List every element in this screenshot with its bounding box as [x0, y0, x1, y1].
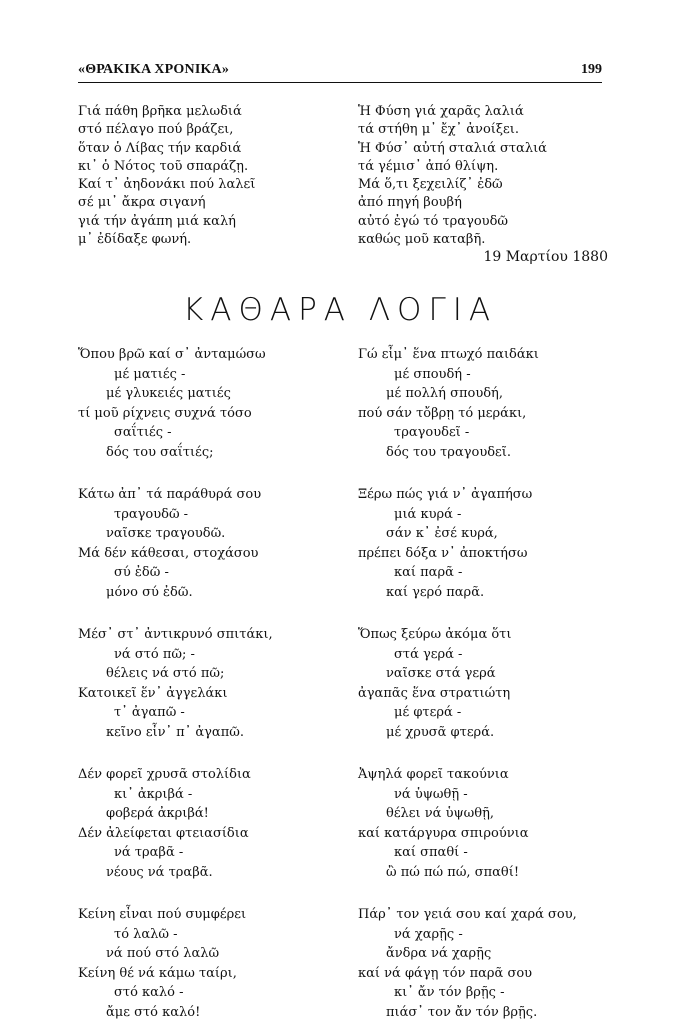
stanza-line: σάν κ᾽ ἐσέ κυρά, [386, 526, 498, 542]
stanza [358, 345, 539, 463]
verse-line: Ἡ Φύσ᾽ αὐτή σταλιά σταλιά [358, 140, 547, 156]
stanza-line: Γώ εἶμ᾽ ἕνα πτωχό παιδάκι [358, 347, 539, 362]
stanza-line: ἄνδρα νά χαρῇς [386, 946, 492, 962]
stanza-line: Δέν ἀλείφεται φτειασίδια [78, 825, 249, 841]
stanza-line: ὢ πώ πώ πώ, σπαθί! [386, 864, 520, 880]
verse-line: σέ μι᾽ ἄκρα σιγανή [78, 195, 206, 211]
poem-title: ΚΑΘΑΡΑ ΛΟΓΙΑ [182, 292, 498, 328]
verse-line: Μά ὅ,τι ξεχειλίζ᾽ ἐδῶ [358, 177, 503, 193]
stanza-line: δός του σαΐτιές; [106, 444, 214, 460]
stanza [78, 905, 246, 1023]
verse-line: τά στήθη μ᾽ ἔχ᾽ ἀνοίξει. [358, 122, 520, 138]
stanza-line: μέ πολλή σπουδή, [386, 386, 503, 402]
header-rule [78, 82, 602, 83]
stanza [78, 345, 266, 463]
verse-line: γιά τήν ἀγάπη μιά καλή [78, 213, 236, 229]
page-header [78, 62, 602, 80]
stanza-line: Μέσ᾽ στ᾽ ἀντικρυνό σπιτάκι, [78, 627, 273, 642]
stanza-line: καί νά φάγῃ τόν παρᾶ σου [358, 965, 533, 981]
stanza-line: τραγουδεῖ - [394, 425, 470, 441]
top-poem [0, 103, 680, 273]
stanza-line: στά γερά - [394, 646, 463, 662]
stanza-line: Ξέρω πώς γιά ν᾽ ἀγαπήσω [358, 487, 533, 502]
stanza-line: μέ χρυσᾶ φτερά. [386, 724, 495, 740]
stanza-line: ναῖσκε στά γερά [386, 666, 496, 682]
stanza-line: Δέν φορεῖ χρυσᾶ στολίδια [78, 767, 251, 782]
stanza-line: Ὅπου βρῶ καί σ᾽ ἀνταμώσω [78, 347, 266, 362]
stanza-line: Ὅπως ξεύρω ἀκόμα ὅτι [358, 627, 512, 642]
stanza-line: μέ σπουδή - [394, 366, 471, 382]
stanza-line: ναῖσκε τραγουδῶ. [106, 526, 226, 542]
stanza-line: ἀγαπᾶς ἕνα στρατιώτη [358, 685, 511, 701]
stanza [358, 485, 532, 603]
top-poem-right-column [358, 103, 608, 265]
stanza-line: νά στό πῶ; - [114, 646, 195, 662]
stanza-line: στό καλό - [114, 985, 184, 1001]
stanza [358, 625, 511, 743]
verse-line: Ἡ Φύση γιά χαρᾶς λαλιά [358, 104, 524, 119]
stanza-line: μιά κυρά - [394, 506, 462, 522]
stanza-line: νέους νά τραβᾶ. [106, 864, 213, 880]
stanza-line: τό λαλῶ - [114, 926, 178, 942]
stanza-line: Πάρ᾽ τον γειά σου καί χαρά σου, [358, 907, 577, 922]
stanza-line: ἄμε στό καλό! [106, 1004, 201, 1020]
stanza-line: νά χαρῇς - [394, 926, 463, 942]
stanza-line: κι᾽ ἀκριβά - [114, 786, 193, 802]
stanza-line: σαΐτιές - [114, 425, 172, 441]
stanza-line: δός του τραγουδεῖ. [386, 444, 512, 460]
stanza-line: μέ φτερά - [394, 705, 462, 721]
stanza-line: κι᾽ ἄν τόν βρῇς - [394, 985, 505, 1001]
verse-line: μ᾽ ἐδίδαξε φωνή. [78, 232, 192, 248]
verse-line: κι᾽ ὁ Νότος τοῦ σπαράζῃ. [78, 158, 249, 174]
stanza-line: νά πού στό λαλῶ [106, 946, 220, 962]
stanza-line: μέ γλυκειές ματιές [106, 386, 231, 402]
stanza-line: θέλεις νά στό πῶ; [106, 666, 225, 682]
stanza-line: Κείνη εἶναι πού συμφέρει [78, 907, 247, 922]
verse-line: αὐτό ἐγώ τό τραγουδῶ [358, 213, 509, 229]
top-poem-left-verse [78, 103, 255, 249]
stanza-line: φοβερά ἀκριβά! [106, 806, 209, 822]
verse-line: ἀπό πηγή βουβή [358, 195, 462, 211]
verse-line: τά γέμισ᾽ ἀπό θλίψη. [358, 158, 499, 174]
top-poem-right-verse [358, 103, 608, 249]
stanza-line: καί γερό παρᾶ. [386, 584, 485, 600]
stanza-line: Μά δέν κάθεσαι, στοχάσου [78, 545, 259, 561]
verse-line: στό πέλαγο πού βράζει, [78, 122, 234, 138]
stanza-line: μέ ματιές - [114, 366, 186, 382]
stanza-line: σύ ἐδῶ - [114, 565, 169, 581]
stanza-line: καί παρᾶ - [394, 565, 463, 581]
stanza-line: μόνο σύ ἐδῶ. [106, 584, 193, 600]
stanza [78, 485, 261, 603]
page-number: 199 [581, 62, 602, 77]
stanza-line: πιάσ᾽ τον ἄν τόν βρῇς. [386, 1004, 538, 1020]
verse-line: Γιά πάθη βρῆκα μελωδιά [78, 104, 242, 119]
stanza-line: καί σπαθί - [394, 845, 468, 861]
stanza-line: καί κατάργυρα σπιρούνια [358, 825, 529, 841]
stanza-line: νά ὑψωθῇ - [394, 786, 468, 802]
stanza-line: τί μοῦ ρίχνεις συχνά τόσο [78, 405, 252, 421]
stanza-line: πρέπει δόξα ν᾽ ἀποκτήσω [358, 545, 528, 561]
stanza-line: πού σάν τὄβρῃ τό μεράκι, [358, 405, 527, 421]
verse-line: καθώς μοῦ καταβῆ. [358, 232, 486, 248]
stanza-line: θέλει νά ὑψωθῇ, [386, 806, 495, 822]
stanza [358, 765, 529, 883]
running-title: «ΘΡΑΚΙΚΑ ΧΡΟΝΙΚΑ» [78, 62, 230, 77]
top-poem-left-column [78, 103, 255, 249]
stanza-line: κεῖνο εἶν᾽ π᾽ ἀγαπῶ. [106, 724, 244, 740]
stanza-line: Κάτω ἀπ᾽ τά παράθυρά σου [78, 487, 262, 502]
stanza [78, 625, 273, 743]
stanza-line: Κατοικεῖ ἕν᾽ ἀγγελάκι [78, 685, 228, 701]
stanza-line: τραγουδῶ - [114, 506, 189, 522]
stanza-line: τ᾽ ἀγαπῶ - [114, 705, 185, 721]
poem-date: 19 Μαρτίου 1880 [483, 249, 608, 266]
verse-line: Καί τ᾽ ἀηδονάκι πού λαλεῖ [78, 177, 256, 193]
stanza-line: Κείνη θέ νά κάμω ταίρι, [78, 965, 237, 981]
stanza-line: Ἀψηλά φορεῖ τακούνια [358, 767, 509, 782]
stanza [358, 905, 577, 1023]
verse-line: ὅταν ὁ Λίβας τήν καρδιά [78, 140, 242, 156]
stanza-line: νά τραβᾶ - [114, 845, 184, 861]
stanza [78, 765, 251, 883]
